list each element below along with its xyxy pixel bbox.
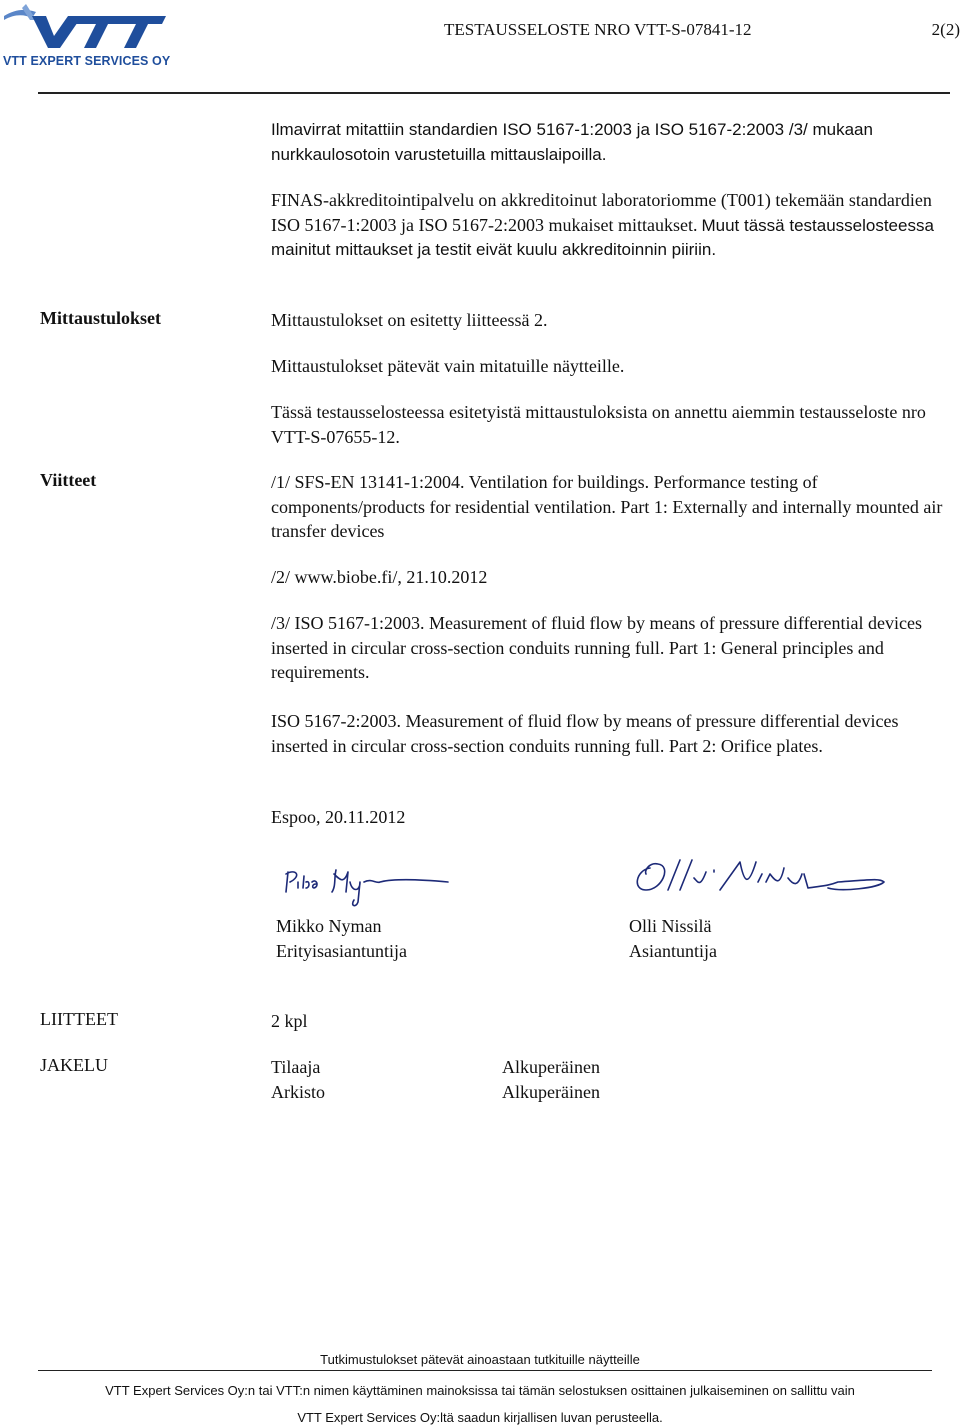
place-and-date: Espoo, 20.11.2012 bbox=[271, 807, 406, 827]
footer-line-1: VTT Expert Services Oy:n tai VTT:n nimen käyttäminen mainoksissa tai tämän selostuksen osittainen julkaiseminen on sallittu vain bbox=[105, 1383, 855, 1398]
page-number: 2(2) bbox=[931, 20, 960, 39]
signatory-1-name: Mikko Nyman bbox=[276, 916, 382, 936]
accreditation-statement: FINAS-akkreditointipalvelu on akkreditoinut laboratoriomme (T001) tekemään standardien ISO 5167-1:2003 ja ISO 5167-2:2003 mukaiset mittaukset. bbox=[271, 190, 932, 235]
distribution-copy-1: Alkuperäinen bbox=[502, 1057, 600, 1077]
signatory-1 bbox=[276, 914, 407, 963]
footer-divider bbox=[38, 1370, 932, 1371]
reference-2: /2/ www.biobe.fi/, 21.10.2012 bbox=[271, 567, 488, 587]
reference-1-text: /1/ SFS-EN 13141-1:2004. Ventilation for buildings. Performance testing of components/products for residential ventilation. bbox=[271, 472, 818, 517]
attachments-count: 2 kpl bbox=[271, 1011, 308, 1031]
accreditation-scope-note: Muut tässä testausselosteessa mainitut mittaukset ja testit eivät kuulu akkreditoinnin piiriin. bbox=[271, 215, 934, 259]
distribution-recipient-1: Tilaaja bbox=[271, 1057, 321, 1077]
distribution-copy-2: Alkuperäinen bbox=[502, 1082, 600, 1102]
intro-paragraph-2 bbox=[271, 188, 951, 263]
reference-1-part: Part 1: Externally and internally mounted air transfer devices bbox=[271, 496, 943, 541]
section-label-results: Mittaustulokset bbox=[40, 308, 161, 328]
reference-4: ISO 5167-2:2003. Measurement of fluid flow by means of pressure differential devices inserted in circular cross-section conduits running full. Part 2: Orifice plates. bbox=[271, 711, 899, 756]
vtt-logo-mark bbox=[2, 2, 172, 54]
signatory-2 bbox=[629, 914, 717, 963]
reference-3: /3/ ISO 5167-1:2003. Measurement of fluid flow by means of pressure differential devices inserted in circular cross-section conduits running full. Part 1: General principles and requirements. bbox=[271, 613, 923, 682]
signature-olli-nissila bbox=[628, 852, 890, 902]
section-label-references: Viitteet bbox=[40, 470, 97, 490]
signatory-1-title: Erityisasiantuntija bbox=[276, 940, 407, 961]
reference-1 bbox=[271, 470, 951, 544]
results-paragraph-2: Mittaustulokset pätevät vain mitatuille näytteille. bbox=[271, 356, 625, 376]
signatory-2-name: Olli Nissilä bbox=[629, 916, 712, 936]
signatory-2-title: Asiantuntija bbox=[629, 940, 717, 961]
distribution-label: JAKELU bbox=[40, 1055, 108, 1075]
results-paragraph-3: Tässä testausselosteessa esitetyistä mittaustuloksista on annettu aiemmin testausseloste nro VTT-S-07655-12. bbox=[271, 402, 926, 447]
report-number: TESTAUSSELOSTE NRO VTT-S-07841-12 bbox=[444, 20, 752, 39]
results-paragraph-1: Mittaustulokset on esitetty liitteessä 2. bbox=[271, 310, 548, 330]
header-divider bbox=[38, 92, 950, 94]
intro-paragraph-1: Ilmavirrat mitattiin standardien ISO 5167-1:2003 ja ISO 5167-2:2003 /3/ mukaan nurkkaulosotoin varustetuilla mittauslaipoilla. bbox=[271, 120, 873, 164]
distribution-recipient-2: Arkisto bbox=[271, 1082, 325, 1102]
logo-tagline: VTT EXPERT SERVICES OY bbox=[3, 54, 171, 68]
attachments-label: LIITTEET bbox=[40, 1009, 118, 1029]
footer-validity-note: Tutkimustulokset pätevät ainoastaan tutkituille näytteille bbox=[320, 1352, 640, 1367]
footer-line-2: VTT Expert Services Oy:ltä saadun kirjallisen luvan perusteella. bbox=[297, 1410, 663, 1425]
signature-mikko-nyman bbox=[276, 852, 456, 914]
